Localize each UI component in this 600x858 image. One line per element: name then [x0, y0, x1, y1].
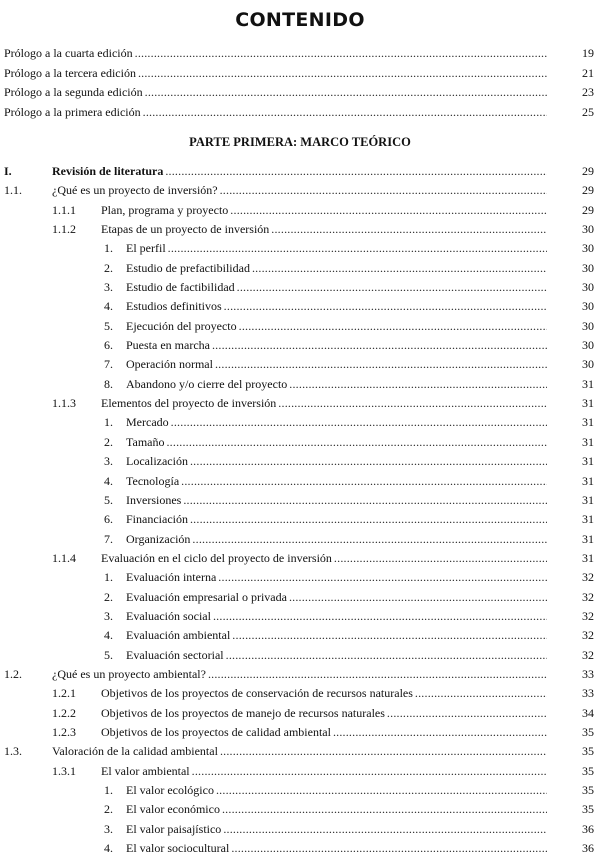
page-number: 31	[582, 454, 594, 469]
dot-leader	[145, 83, 547, 102]
entry-number: 1.	[104, 415, 113, 430]
dot-leader	[224, 297, 547, 316]
toc-entry	[0, 723, 600, 742]
entry-number: 5.	[104, 647, 113, 662]
page-number: 35	[582, 763, 594, 778]
toc-entry	[0, 588, 600, 607]
toc-entry	[0, 626, 600, 645]
entry-number: 1.1.2	[52, 222, 76, 237]
entry-title: Abandono y/o cierre del proyecto	[126, 376, 288, 391]
page-number: 31	[582, 550, 594, 565]
entry-number: 5.	[104, 318, 113, 333]
entry-number: 1.2.2	[52, 705, 76, 720]
entry-title: Objetivos de los proyectos de manejo de recursos naturales	[101, 705, 385, 720]
toc-entry	[0, 103, 600, 123]
entry-number: 3.	[104, 608, 113, 623]
page-number: 32	[582, 608, 594, 623]
entry-title: Prólogo a la primera edición	[4, 104, 141, 119]
entry-title: Evaluación sectorial	[126, 647, 224, 662]
toc-entry	[0, 259, 600, 278]
toc-entry	[0, 704, 600, 723]
entry-title: Evaluación ambiental	[126, 628, 231, 643]
entry-number: 4.	[104, 473, 113, 488]
entry-title: Objetivos de los proyectos de calidad ambiental	[101, 724, 331, 739]
page-number: 30	[582, 260, 594, 275]
entry-title: Evaluación empresarial o privada	[126, 589, 287, 604]
entry-number: 3.	[104, 821, 113, 836]
page-number: 31	[582, 512, 594, 527]
page-number: 30	[582, 338, 594, 353]
entry-number: I.	[4, 164, 12, 178]
page-number: 36	[582, 841, 594, 856]
entry-number: 1.	[104, 783, 113, 797]
entry-title: Inversiones	[126, 492, 182, 507]
page-number: 29	[582, 202, 594, 217]
page-number: 30	[582, 299, 594, 314]
entry-number: 2.	[104, 434, 113, 449]
toc-entry	[0, 549, 600, 568]
page-number: 30	[582, 280, 594, 295]
entry-number: 4.	[104, 628, 113, 643]
entry-title: El valor económico	[126, 802, 220, 817]
toc-list	[0, 162, 600, 858]
dot-leader	[165, 162, 547, 181]
toc-entry	[0, 452, 600, 471]
preface-list	[0, 44, 600, 122]
page-number: 34	[582, 705, 594, 720]
entry-title: Tamaño	[126, 434, 165, 449]
entry-title: Estudios definitivos	[126, 299, 222, 314]
dot-leader	[212, 336, 547, 355]
dot-leader	[190, 510, 547, 529]
page-number: 30	[582, 318, 594, 333]
dot-leader	[171, 413, 547, 432]
entry-number: 2.	[104, 260, 113, 275]
toc-entry	[0, 433, 600, 452]
toc-entry	[0, 162, 600, 181]
toc-entry	[0, 665, 600, 684]
toc-entry	[0, 317, 600, 336]
entry-title: Prólogo a la tercera edición	[4, 65, 136, 80]
page-number: 35	[582, 802, 594, 817]
dot-leader	[278, 394, 547, 413]
entry-number: 5.	[104, 492, 113, 507]
entry-title: Prólogo a la segunda edición	[4, 85, 143, 99]
part-heading: PARTE PRIMERA: MARCO TEÓRICO	[189, 135, 411, 149]
entry-title: ¿Qué es un proyecto ambiental?	[52, 666, 206, 681]
toc-entry	[0, 413, 600, 432]
page-number: 35	[582, 724, 594, 739]
dot-leader	[208, 665, 547, 684]
dot-leader	[215, 355, 547, 374]
dot-leader	[252, 259, 547, 278]
page-number: 31	[582, 396, 594, 411]
dot-leader	[166, 433, 547, 452]
dot-leader	[223, 820, 547, 839]
dot-leader	[239, 317, 547, 336]
page-number: 33	[582, 666, 594, 681]
entry-number: 7.	[104, 531, 113, 546]
entry-number: 6.	[104, 338, 113, 353]
entry-number: 2.	[104, 802, 113, 817]
toc-entry	[0, 800, 600, 819]
entry-title: Operación normal	[126, 357, 213, 372]
entry-title: Revisión de literatura	[52, 164, 164, 178]
entry-title: Elementos del proyecto de inversión	[101, 396, 277, 411]
dot-leader	[181, 472, 547, 491]
page-number: 36	[582, 821, 594, 836]
toc-entry	[0, 355, 600, 374]
page-number: 23	[582, 85, 594, 99]
entry-number: 3.	[104, 280, 113, 295]
entry-title: El perfil	[126, 241, 166, 256]
page-number: 25	[582, 104, 594, 119]
page-number: 31	[582, 415, 594, 430]
page-number: 19	[582, 46, 594, 60]
toc-entry	[0, 220, 600, 239]
toc-entry	[0, 375, 600, 394]
entry-number: 7.	[104, 357, 113, 372]
entry-title: Estudio de factibilidad	[126, 280, 235, 295]
entry-title: Valoración de la calidad ambiental	[52, 744, 218, 759]
toc-entry	[0, 64, 600, 84]
dot-leader	[218, 568, 547, 587]
dot-leader	[216, 781, 547, 800]
entry-title: Evaluación en el ciclo del proyecto de inversión	[101, 550, 332, 565]
dot-leader	[226, 646, 547, 665]
entry-title: Estudio de prefactibilidad	[126, 260, 250, 275]
entry-number: 2.	[104, 589, 113, 604]
dot-leader	[333, 723, 547, 742]
page-number: 33	[582, 686, 594, 701]
dot-leader	[334, 549, 547, 568]
entry-number: 1.2.	[4, 666, 22, 681]
dot-leader	[138, 64, 547, 83]
toc-entry	[0, 336, 600, 355]
page-number: 21	[582, 65, 594, 80]
dot-leader	[190, 452, 547, 471]
page-number: 31	[582, 492, 594, 507]
entry-title: Ejecución del proyecto	[126, 318, 237, 333]
page-number: 31	[582, 531, 594, 546]
toc-entry	[0, 239, 600, 258]
entry-number: 1.1.3	[52, 396, 76, 411]
entry-title: El valor paisajístico	[126, 821, 222, 836]
entry-number: 1.3.1	[52, 763, 76, 778]
dot-leader	[289, 588, 547, 607]
entry-number: 4.	[104, 299, 113, 314]
entry-title: Organización	[126, 531, 191, 546]
entry-number: 1.3.	[4, 744, 22, 759]
toc-entry	[0, 491, 600, 510]
page-number: 29	[582, 183, 594, 198]
entry-number: 1.1.4	[52, 550, 76, 565]
dot-leader	[230, 201, 547, 220]
page-number: 31	[582, 376, 594, 391]
dot-leader	[183, 491, 547, 510]
page-number: 35	[582, 744, 594, 759]
entry-number: 1.1.	[4, 183, 22, 198]
entry-title: El valor sociocultural	[126, 841, 230, 856]
entry-title: Localización	[126, 454, 188, 469]
page-number: 32	[582, 589, 594, 604]
entry-title: Evaluación social	[126, 608, 211, 623]
entry-number: 1.1.1	[52, 202, 76, 217]
toc-entry	[0, 181, 600, 200]
toc-entry	[0, 607, 600, 626]
entry-number: 6.	[104, 512, 113, 527]
dot-leader	[135, 44, 547, 63]
toc-entry	[0, 530, 600, 549]
page-number: 32	[582, 647, 594, 662]
toc-entry	[0, 568, 600, 587]
entry-number: 4.	[104, 841, 113, 856]
entry-title: Evaluación interna	[126, 570, 217, 585]
toc-entry	[0, 820, 600, 839]
dot-leader	[192, 762, 547, 781]
dot-leader	[220, 742, 547, 761]
dot-leader	[415, 684, 547, 703]
dot-leader	[232, 626, 547, 645]
page-number: 30	[582, 357, 594, 372]
toc-entry	[0, 297, 600, 316]
dot-leader	[192, 530, 547, 549]
entry-title: Puesta en marcha	[126, 338, 210, 353]
entry-title: ¿Qué es un proyecto de inversión?	[52, 183, 218, 198]
dot-leader	[289, 375, 547, 394]
entry-number: 1.2.1	[52, 686, 76, 701]
entry-number: 1.2.3	[52, 724, 76, 739]
entry-title: El valor ambiental	[101, 763, 190, 778]
toc-entry	[0, 762, 600, 781]
toc-entry	[0, 201, 600, 220]
toc-entry	[0, 646, 600, 665]
dot-leader	[168, 239, 547, 258]
toc-entry	[0, 278, 600, 297]
page-number: 31	[582, 434, 594, 449]
page-number: 32	[582, 570, 594, 585]
page-number: 31	[582, 473, 594, 488]
entry-title: Plan, programa y proyecto	[101, 202, 229, 217]
toc-entry	[0, 510, 600, 529]
page-number: 30	[582, 241, 594, 256]
toc-entry	[0, 781, 600, 800]
dot-leader	[143, 103, 547, 122]
dot-leader	[213, 607, 547, 626]
entry-title: Financiación	[126, 512, 188, 527]
dot-leader	[271, 220, 547, 239]
dot-leader	[220, 181, 547, 200]
toc-entry	[0, 684, 600, 703]
toc-entry	[0, 472, 600, 491]
toc-entry	[0, 83, 600, 103]
entry-number: 3.	[104, 454, 113, 469]
page-title: CONTENIDO	[235, 9, 365, 31]
entry-number: 1.	[104, 570, 113, 585]
entry-title: Prólogo a la cuarta edición	[4, 46, 133, 60]
entry-title: Tecnología	[126, 473, 180, 488]
toc-entry	[0, 44, 600, 64]
page-number: 35	[582, 783, 594, 797]
entry-title: Etapas de un proyecto de inversión	[101, 222, 270, 237]
entry-number: 1.	[104, 241, 113, 256]
entry-title: Mercado	[126, 415, 169, 430]
entry-title: Objetivos de los proyectos de conservación de recursos naturales	[101, 686, 413, 701]
page-number: 29	[582, 164, 594, 178]
dot-leader	[237, 278, 547, 297]
page-number: 32	[582, 628, 594, 643]
dot-leader	[222, 800, 547, 819]
dot-leader	[387, 704, 547, 723]
page-number: 30	[582, 222, 594, 237]
entry-title: El valor ecológico	[126, 783, 214, 797]
toc-entry	[0, 394, 600, 413]
entry-number: 8.	[104, 376, 113, 391]
toc-entry	[0, 742, 600, 761]
